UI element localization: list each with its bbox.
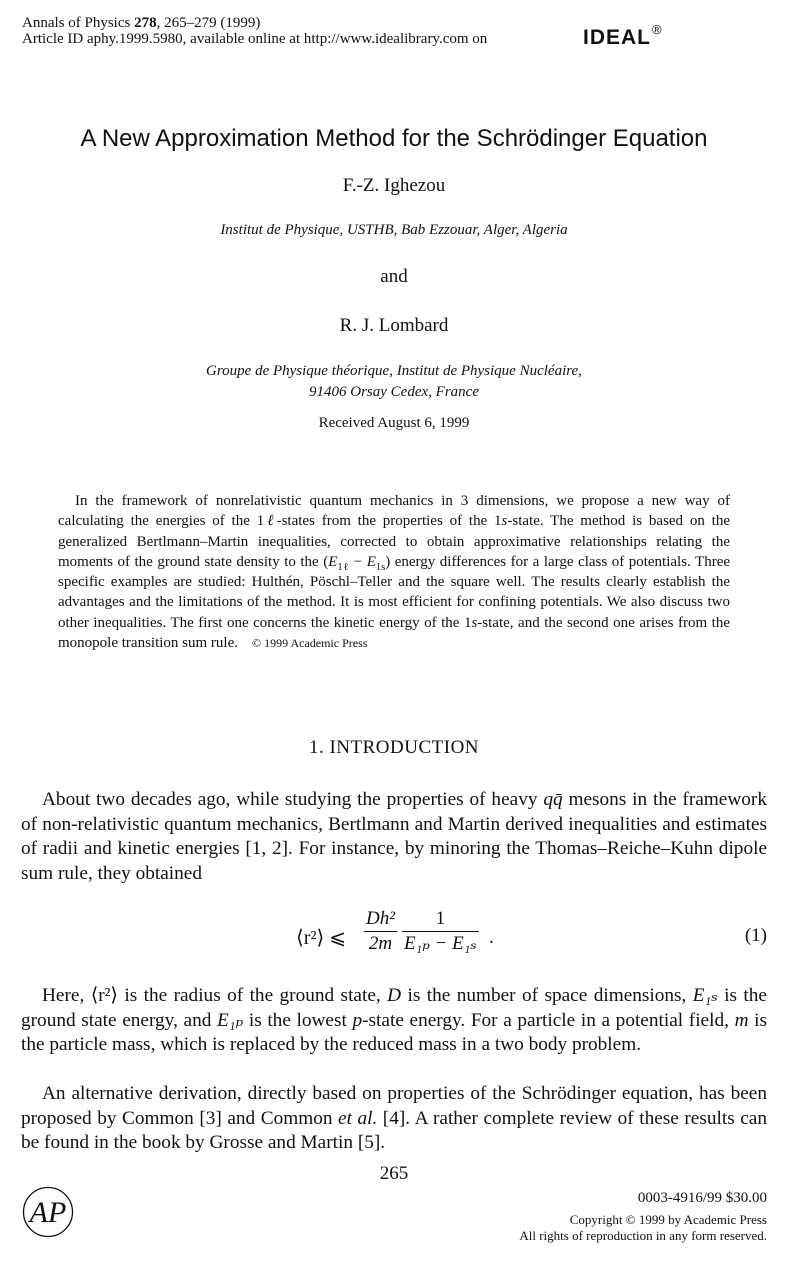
journal-header xyxy=(22,15,487,47)
fraction-1-numerator: Dh² xyxy=(366,908,395,929)
received-date: Received August 6, 1999 xyxy=(318,415,470,431)
academic-press-logo xyxy=(22,1186,74,1238)
author-1: F.-Z. Ighezou xyxy=(342,175,446,196)
equation-lhs: ⟨r²⟩ ⩽ xyxy=(296,927,347,949)
intro-paragraph-2: Here, ⟨r²⟩ is the radius of the ground state, D is the number of space dimensions, E₁ₛ is the ground state energy, and E₁ₚ is the lowest p-state energy. For a particle in a potential field, m is the particle mass, which is replaced by the reduced mass in a two body problem. xyxy=(21,985,767,1056)
equation-fraction-1 xyxy=(364,907,397,956)
affiliation-2-line-2: 91406 Orsay Cedex, France xyxy=(309,384,479,400)
equation-number: (1) xyxy=(744,925,767,946)
intro-paragraph-1: About two decades ago, while studying the properties of heavy qq̄ mesons in the framework of non-relativistic quantum mechanics, Bertlmann and Martin derived inequalities and estimates of radii and kinetic energies [1, 2]. For instance, by minoring the Thomas–Reiche–Kuhn dipole sum rule, they obtained xyxy=(21,789,767,885)
equation-1 xyxy=(0,905,788,975)
section-heading: 1. INTRODUCTION xyxy=(308,737,480,758)
journal-citation: Annals of Physics 278, 265–279 (1999) xyxy=(22,15,261,31)
intro-paragraph-3: An alternative derivation, directly based on properties of the Schrödinger equation, has been proposed by Common [3] and Common et al. [4]. A rather complete review of these results can be found in the book by Grosse and Martin [5]. xyxy=(21,1083,767,1154)
fraction-2-denominator: E₁ₚ − E₁ₛ xyxy=(404,933,477,954)
ideal-logo-text: IDEAL xyxy=(583,26,651,49)
equation-fraction-2 xyxy=(402,907,479,956)
affiliation-1: Institut de Physique, USTHB, Bab Ezzouar, Alger, Algeria xyxy=(220,222,568,238)
abstract: In the framework of nonrelativistic quantum mechanics in 3 dimensions, we propose a new way of calculating the energies of the 1ℓ-states from the properties of the 1s-state. The method is based on the generalized Bertlmann–Martin inequalities, corrected to obtain approximative relationships relating the moments of the ground state density to the $(E_{1\ell} - E_{1s})$ energy differences for a large class of potentials. Three specific examples are studied: Hulthén, Pöschl–Teller and the square well. The results clearly establish the advantages and the limitations of the method. It is most efficient for confining potentials. We also discuss two other inequalities. The first one concerns the kinetic energy of the 1s-state, and the second one arises from the monopole transition sum rule. © 1999 Academic Press xyxy=(58,493,731,652)
paper-title: A New Approximation Method for the Schrödinger Equation xyxy=(80,125,708,152)
ideal-logo xyxy=(583,22,663,50)
abstract-copyright: © 1999 Academic Press xyxy=(251,636,368,651)
footer-copyright: Copyright © 1999 by Academic Press xyxy=(569,1212,767,1227)
logo-text: AP xyxy=(29,1196,67,1229)
fraction-2-numerator: 1 xyxy=(435,908,446,929)
footer-rights: All rights of reproduction in any form reserved. xyxy=(519,1228,767,1243)
author-2: R. J. Lombard xyxy=(339,315,449,336)
and-separator: and xyxy=(380,266,408,287)
article-id: Article ID aphy.1999.5980, available online at http://www.idealibrary.com on xyxy=(22,31,488,47)
affiliation-2 xyxy=(0,361,788,403)
footer-price: 0003-4916/99 $30.00 xyxy=(637,1190,767,1206)
page-number: 265 xyxy=(379,1163,409,1184)
affiliation-2-line-1: Groupe de Physique théorique, Institut de Physique Nucléaire, xyxy=(206,363,582,379)
fraction-1-denominator: 2m xyxy=(368,933,393,954)
equation-period: . xyxy=(489,927,494,948)
registered-mark: ® xyxy=(652,22,663,37)
